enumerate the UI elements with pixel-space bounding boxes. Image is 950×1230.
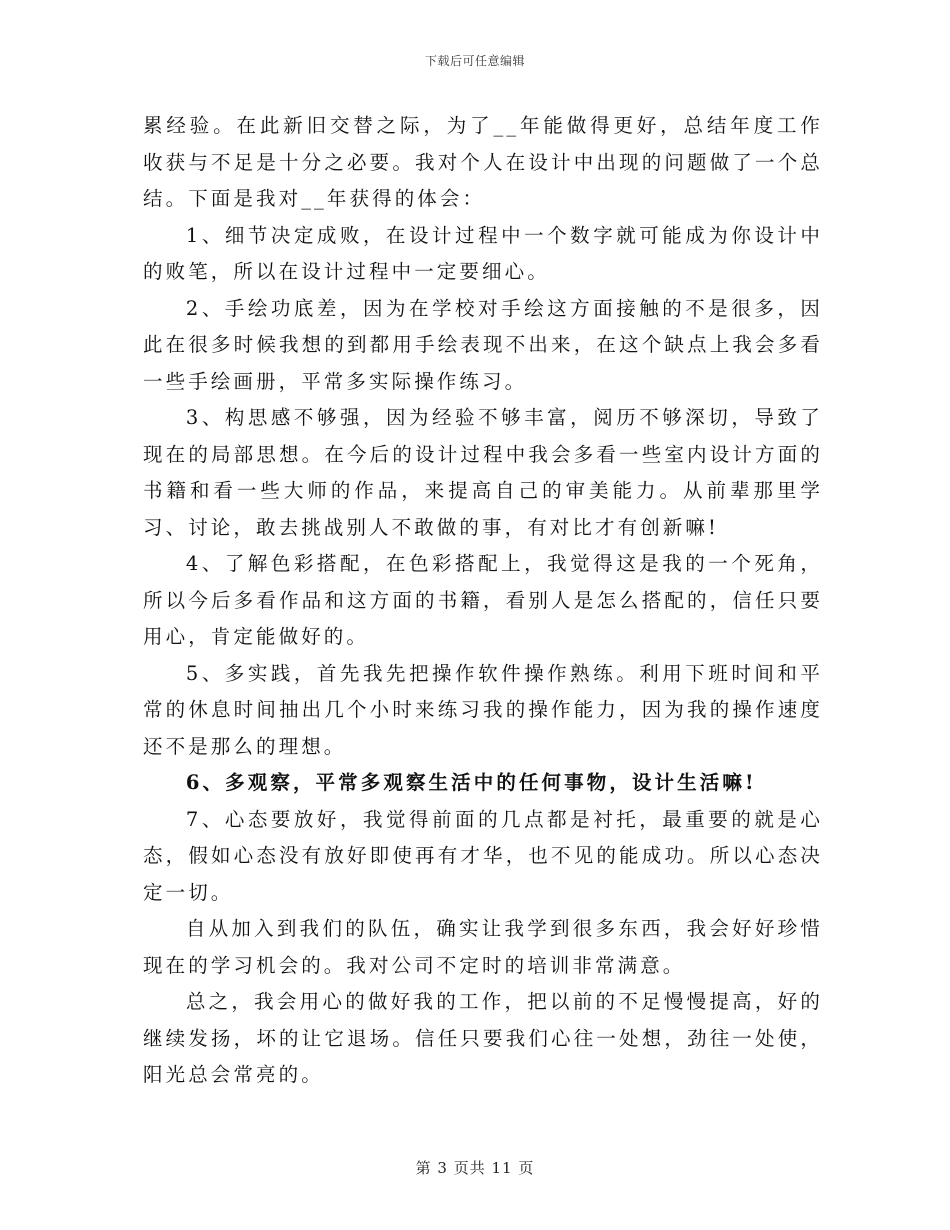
paragraph-point-5: 5、多实践，首先我先把操作软件操作熟练。利用下班时间和平常的休息时间抽出几个小时来练习我的操作能力，因为我的操作速度还不是那么的理想。 — [143, 661, 823, 758]
paragraph-point-1: 1、细节决定成败，在设计过程中一个数字就可能成为你设计中的败笔，所以在设计过程中一定要细心。 — [143, 223, 823, 283]
paragraph-point-7: 7、心态要放好，我觉得前面的几点都是衬托，最重要的就是心态，假如心态没有放好即使再有才华，也不见的能成功。所以心态决定一切。 — [143, 807, 823, 904]
paragraph-point-2: 2、手绘功底差，因为在学校对手绘这方面接触的不是很多，因此在很多时候我想的到都用手绘表现不出来，在这个缺点上我会多看一些手绘画册，平常多实际操作练习。 — [143, 296, 823, 393]
page-header: 下载后可任意编辑 — [424, 54, 525, 68]
paragraph-team: 自从加入到我们的队伍，确实让我学到很多东西，我会好好珍惜现在的学习机会的。我对公司不定时的培训非常满意。 — [143, 917, 823, 977]
document-body — [143, 108, 823, 1094]
page-footer: 第 3 页共 11 页 — [415, 1159, 535, 1177]
paragraph-point-4: 4、了解色彩搭配，在色彩搭配上，我觉得这是我的一个死角，所以今后多看作品和这方面的书籍，看别人是怎么搭配的，信任只要用心，肯定能做好的。 — [143, 552, 823, 648]
paragraph-point-3: 3、构思感不够强，因为经验不够丰富，阅历不够深切，导致了现在的局部思想。在今后的设计过程中我会多看一些室内设计方面的书籍和看一些大师的作品，来提高自己的审美能力。从前辈那里学习、讨论，敢去挑战别人不敢做的事，有对比才有创新嘛! — [143, 406, 823, 539]
paragraph-intro: 累经验。在此新旧交替之际，为了__年能做得更好，总结年度工作收获与不足是十分之必要。我对个人在设计中出现的问题做了一个总结。下面是我对__年获得的体会： — [143, 114, 823, 210]
paragraph-conclusion: 总之，我会用心的做好我的工作，把以前的不足慢慢提高，好的继续发扬，坏的让它退场。信任只要我们心往一处想，劲往一处使，阳光总会常亮的。 — [143, 990, 823, 1086]
paragraph-point-6: 6、多观察，平常多观察生活中的任何事物，设计生活嘛! — [185, 771, 757, 794]
